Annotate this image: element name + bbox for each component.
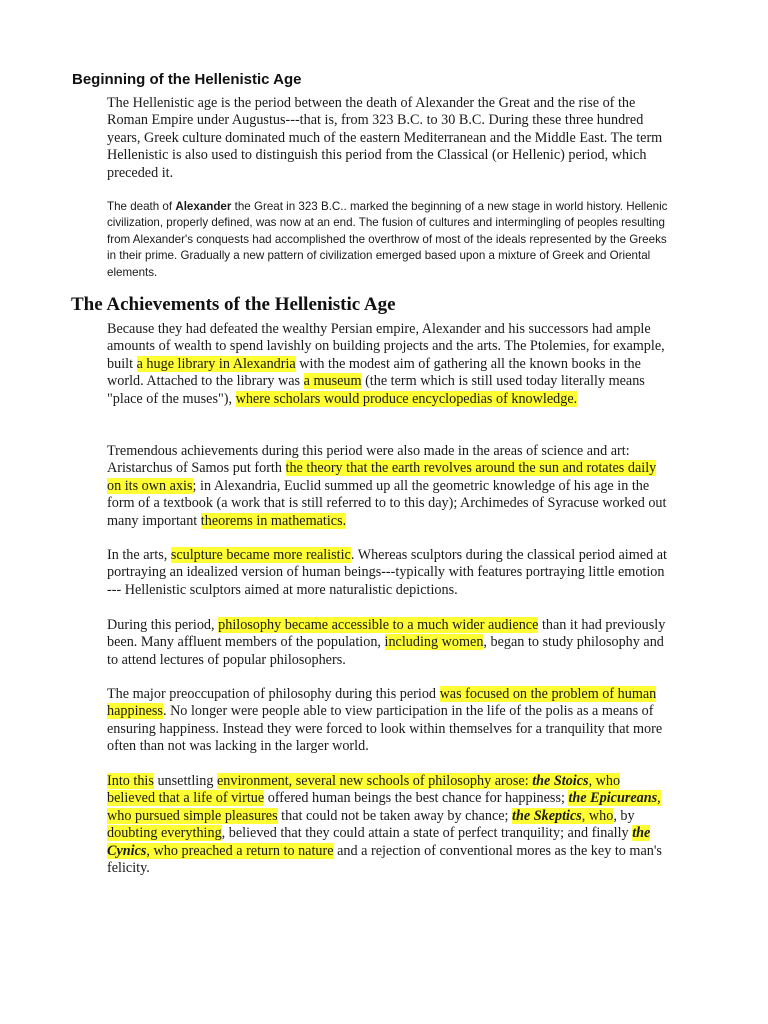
highlight-sculpture-realistic: sculpture became more realistic — [170, 547, 351, 563]
highlight-doubting-everything: doubting everything — [107, 825, 222, 842]
section-heading-achievements: The Achievements of the Hellenistic Age — [71, 294, 396, 315]
paragraph-science-achievements — [107, 443, 669, 530]
text-run: offered human beings the best chance for happiness; — [264, 790, 569, 807]
highlight-new-schools: environment, several new schools of philosophy arose: — [216, 773, 533, 789]
highlight-stoics: the Stoics — [532, 773, 589, 789]
highlight-life-of-virtue: , who believed that a life of virtue — [107, 773, 621, 807]
text-run: In the arts, — [107, 547, 171, 563]
text-run: , believed that they could attain a state of perfect tranquility; and finally — [221, 825, 633, 842]
text-run: . No longer were people able to view participation in the life of the polis as a means of ensuring happiness. Instead they were forced to look within themselves for a tranquility that more often than not was lacking in the larger world. — [107, 703, 663, 755]
text-run: that could not be taken away by chance; — [277, 807, 513, 824]
highlight-who: , who — [581, 807, 614, 824]
highlight-return-to-nature: , who preached a return to nature — [146, 842, 334, 859]
text-run: the Great in 323 B.C.. marked the beginning of a new stage in world history. Hellenic civilization, properly defined, was now at an end. The fusion of cultures and intermingling of peoples resulting from Alexander's conquests had accomplished the overthrow of most of the ideals represented by the Greeks in their prime. Gradually a new pattern of civilization emerged based upon a mixture of Greek and Oriental elements. — [107, 200, 668, 279]
highlight-skeptics: the Skeptics — [512, 807, 582, 824]
text-run: with the modest aim of gathering all the known books in the world. Attached to the library was — [107, 355, 641, 390]
highlight-simple-pleasures: , who pursued simple pleasures — [107, 790, 661, 824]
highlight-epicureans: the Epicureans — [568, 790, 658, 807]
paragraph-death-of-alexander — [107, 199, 669, 281]
highlight-cynics: the Cynics — [107, 825, 651, 859]
paragraph-schools-of-philosophy — [107, 773, 669, 877]
text-run: The major preoccupation of philosophy during this period — [107, 686, 440, 702]
highlight-theorems: theorems in mathematics. — [200, 512, 347, 529]
section-heading-beginning: Beginning of the Hellenistic Age — [72, 71, 302, 88]
highlight-museum: a museum — [303, 373, 362, 390]
text-run: ; in Alexandria, Euclid summed up all the geometric knowledge of his age in the form of a textbook (a work that is still referred to to this day); Archimedes of Syracuse worked out many important — [107, 477, 667, 529]
highlight-encyclopedias: where scholars would produce encyclopedias of knowledge. — [235, 390, 578, 407]
paragraph-philosophy-audience — [107, 617, 669, 669]
highlight-library: a huge library in Alexandria — [136, 355, 296, 372]
highlight-including-women: including women — [384, 634, 484, 651]
paragraph-human-happiness — [107, 686, 669, 756]
highlight-wider-audience: philosophy became accessible to a much wider audience — [218, 617, 539, 633]
text-run: . Whereas sculptors during the classical period aimed at portraying an idealized version of human beings---typically with features portraying little emotion --- Hellenistic sculptors aimed at more naturalistic depictions. — [107, 547, 667, 598]
text-run: , began to study philosophy and to attend lectures of popular philosophers. — [107, 634, 664, 668]
highlight-into-this: Into this — [107, 773, 154, 789]
text-run: Tremendous achievements during this period were also made in the areas of science and art: Aristarchus of Samos put forth — [107, 443, 630, 477]
text-run: The death of — [107, 200, 176, 213]
highlight-human-happiness: was focused on the problem of human happiness — [107, 686, 657, 720]
text-run: and a rejection of conventional mores as the key to man's felicity. — [107, 842, 662, 877]
text-run: unsettling — [153, 773, 217, 789]
paragraph-library-museum — [107, 321, 669, 408]
text-run: Because they had defeated the wealthy Persian empire, Alexander and his successors had ample amounts of wealth to spend lavishly on building projects and the arts. The Ptolemies, for example, built — [107, 321, 665, 372]
text-run: (the term which is still used today literally means "place of the muses"), — [107, 373, 645, 407]
text-run: During this period, — [107, 617, 219, 633]
highlight-heliocentric-theory: the theory that the earth revolves around the sun and rotates daily on its own axis — [107, 460, 657, 494]
text-run: , by — [613, 807, 635, 824]
paragraph-sculpture — [107, 547, 669, 599]
paragraph-hellenistic-definition: The Hellenistic age is the period between the death of Alexander the Great and the rise of the Roman Empire under Augustus---that is, from 323 B.C. to 30 B.C. During these three hundred years, Greek culture dominated much of the eastern Mediterranean and the Middle East. The term Hellenistic is also used to distinguish this period from the Classical (or Hellenic) period, which preceded it. — [107, 95, 663, 181]
text-run: than it had previously been. Many affluent members of the population, — [107, 617, 666, 651]
bold-term-alexander: Alexander — [175, 200, 232, 213]
